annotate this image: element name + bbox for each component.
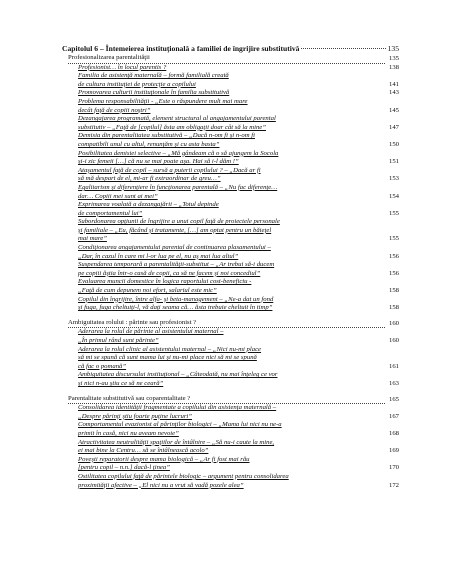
entry-line-text: „Faţă de cum depunem noi efort, salariul este mic”: [78, 287, 217, 295]
entry-line-text: Exprimarea voalată a dezangajării – „Totul depinde: [78, 201, 219, 209]
section-title-row: [68, 319, 399, 329]
entry-line: [78, 244, 385, 253]
entry-title: [78, 328, 385, 345]
entry-line-text: Poveşti reparatorii despre mama biologică – „Ar fi fost mai rău: [78, 455, 250, 463]
entry-title: [78, 132, 385, 149]
entry-title: [78, 64, 385, 73]
toc-entry: [68, 296, 399, 313]
section-title: Parentalitate substitutivă sau coparentalitate ?: [68, 395, 385, 405]
toc-entry: [68, 473, 399, 490]
section-page: 160: [388, 319, 399, 327]
toc-entry: [68, 201, 399, 218]
entry-line: [78, 482, 385, 491]
entry-title: [78, 261, 385, 278]
entry-line: [78, 218, 385, 227]
entry-title: [78, 167, 385, 184]
entry-line: [78, 278, 385, 287]
entry-page: 155: [388, 209, 399, 217]
entry-line-text: decât faţă de copiii noştri”: [78, 106, 151, 114]
entry-line-text: Problema responsabilităţii - „Este o răspundere mult mai mare: [78, 97, 248, 105]
entry-page: 163: [388, 379, 399, 387]
entry-line-text: Consolidarea identităţii fragmentate a copilului din asistenţa maternală –: [78, 404, 277, 412]
toc-entry: [68, 456, 399, 473]
entry-title: [78, 371, 385, 388]
entry-line-text: Promovarea culturii instituţionale în familia substitutivă: [78, 89, 230, 97]
entry-line: [78, 430, 385, 439]
toc-section: [68, 395, 399, 491]
entry-line-text: compatibili unul cu altul, renunţăm şi cu asta basta”: [78, 140, 220, 148]
entry-page: 151: [388, 158, 399, 166]
entry-line: [78, 210, 385, 219]
entry-line-text: Aderarea la rolul clinic al asistentului maternal – „Nici nu-mi place: [78, 345, 262, 353]
entry-line: [78, 304, 385, 313]
entry-line: [78, 473, 385, 482]
entry-line-text: primit în casă, nici nu aveam nevoie”: [78, 429, 179, 437]
entry-line-text: Familia de asistenţă maternală – formă familială creată: [78, 72, 229, 80]
section-title: Profesionalizarea parentalităţii: [68, 54, 385, 64]
entry-line: [78, 421, 385, 430]
entry-line-text: Demisia din parentalitatea substitutivă – „Dacă n-om fi şi n-om fi: [78, 132, 255, 140]
entry-line: [78, 354, 385, 363]
section-page: 165: [388, 395, 399, 403]
entry-page: 160: [388, 337, 399, 344]
toc-section: [68, 54, 399, 313]
entry-title: [78, 150, 385, 167]
entry-line-text: Copilul din îngrijire, între alfa- şi beta-management – „Ne-a dat un fond: [78, 295, 274, 303]
entry-line: [78, 124, 385, 133]
entry-line: [78, 363, 385, 372]
entry-line-text: pe copiii ăştia într-o casă de copii, ca să ne facem şi noi concediul”: [78, 269, 261, 277]
entry-line-text: Profesionist… în locul parentis ?: [78, 63, 167, 71]
toc-entry: [68, 115, 399, 132]
toc-entry: [68, 244, 399, 261]
entry-line-text: „În primul rând sunt părinte”: [78, 337, 159, 344]
entry-line: [78, 72, 385, 81]
entry-page: 168: [388, 429, 399, 437]
entry-line: [78, 287, 385, 296]
entry-title: [78, 346, 385, 372]
entry-line: [78, 346, 385, 355]
entry-line: [78, 371, 385, 380]
entry-line-text: Ostilitatea copilului faţă de părintele biologic – argument pentru consolidarea: [78, 472, 289, 480]
entry-line-text: să mi se spună că sunt mama lui şi nu-mi place nici să mi se spună: [78, 354, 257, 362]
entry-line-text: Dezangajarea programată, element structural al angajamentului parental: [78, 115, 276, 123]
entry-line-text: şi-i zic femeii […] că nu se mai poate aşa. Hai să i-l dăm !”: [78, 158, 239, 166]
entry-line-text: că fac o pomană”: [78, 362, 127, 370]
entry-line: [78, 380, 385, 389]
toc-entry: [68, 439, 399, 456]
toc-entry: [68, 278, 399, 295]
toc-entry: [68, 404, 399, 421]
entry-title: [78, 244, 385, 261]
entry-line: [78, 456, 385, 465]
chapter-page: 135: [387, 44, 399, 53]
entry-page: 143: [388, 89, 399, 97]
toc-entry: [68, 72, 399, 89]
entry-line-text: Ambiguitatea discursului instituţional – „Câteodată, nu mai înţeleg ce vor: [78, 371, 278, 379]
entry-line: [78, 337, 385, 346]
entry-line: [78, 158, 385, 167]
entry-page: 145: [388, 106, 399, 114]
toc-section: [68, 319, 399, 389]
entry-line: [78, 81, 385, 90]
entry-line: [78, 227, 385, 236]
entry-line-text: ei mai bine la Centru… să se întâlnească acolo”: [78, 447, 209, 455]
entry-line-text: „Despre părinţi ştiu foarte puţine lucruri”: [78, 412, 193, 420]
entry-page: 161: [388, 362, 399, 370]
entry-line: [78, 132, 385, 141]
entry-line: [78, 201, 385, 210]
entry-line-text: de comportamentul lui”: [78, 209, 143, 217]
entry-line: [78, 98, 385, 107]
entry-page: 172: [388, 481, 399, 489]
entry-page: 138: [388, 63, 399, 71]
toc-entry: [68, 150, 399, 167]
entry-line: [78, 253, 385, 262]
entry-title: [78, 421, 385, 438]
entry-line: [78, 64, 385, 73]
entry-title: [78, 201, 385, 218]
entry-title: [78, 89, 385, 98]
entry-line-text: mai mare”: [78, 235, 107, 243]
entry-title: [78, 404, 385, 421]
entry-line: [78, 184, 385, 193]
entry-line-text: [pentru copil – n.n.] dacă-l ţinea”: [78, 464, 170, 472]
entry-page: 147: [388, 123, 399, 131]
entry-page: 141: [388, 80, 399, 88]
entry-line-text: Suspendarea temporară a parentalităţii-substitut – „Ar trebui să-i ducem: [78, 261, 275, 269]
entry-page: 156: [388, 252, 399, 260]
entry-line: [78, 167, 385, 176]
entry-line: [78, 270, 385, 279]
entry-line: [78, 175, 385, 184]
toc-entry: [68, 371, 399, 388]
entry-line-text: Ataşamentul faţă de copil – sursă a puterii copilului ? – „Dacă ar fi: [78, 166, 261, 174]
entry-page: 150: [388, 140, 399, 148]
entry-page: 169: [388, 447, 399, 455]
entry-line-text: Atractivitatea neutralităţii spaţiilor de întâlnire – „Să nu-i caute la mine,: [78, 438, 275, 446]
entry-title: [78, 115, 385, 132]
entry-page: 156: [388, 269, 399, 277]
toc-entry: [68, 89, 399, 98]
toc-entry: [68, 261, 399, 278]
toc-entry: [68, 184, 399, 201]
chapter-title: Capitolul 6 – Întemeierea instituţională a familiei de îngrijire substitutivă: [62, 44, 300, 53]
toc-entry: [68, 167, 399, 184]
entry-title: [78, 456, 385, 473]
toc-entry: [68, 64, 399, 73]
entry-line-text: de cultura instituţiei de protecţie a copilului: [78, 80, 196, 88]
entry-line-text: Egalitarism şi diferenţiere în funcţionarea parentală – „Nu fac diferenţe…: [78, 183, 278, 191]
toc-entry: [68, 132, 399, 149]
entry-line: [78, 328, 385, 337]
entry-line: [78, 150, 385, 159]
entry-title: [78, 296, 385, 313]
entry-line-text: şi nici n-au ştiu ce să ne ceară”: [78, 379, 164, 387]
entry-title: [78, 98, 385, 115]
entry-line: [78, 107, 385, 116]
entry-page: 158: [388, 287, 399, 295]
entry-line: [78, 261, 385, 270]
entry-title: [78, 278, 385, 295]
toc-sections: [62, 54, 399, 490]
entry-line: [78, 404, 385, 413]
section-title-row: [68, 395, 399, 405]
entry-line-text: şi fuga, fuga cheltuiţi-l, vă daţi seama că… ăsta trebuie cheltuit în timp”: [78, 304, 273, 312]
entry-page: 158: [388, 304, 399, 312]
entry-line-text: Aderarea la rolul de părinte al asistentului maternal –: [78, 328, 224, 336]
toc-entry: [68, 346, 399, 372]
entry-line-text: proximităţii afective – „El nici nu a vrut să vadă pozele alea”: [78, 481, 244, 489]
entry-page: 153: [388, 175, 399, 183]
entry-line-text: şi familiale – „Eu, făcând şi tratamente, […] am optat pentru un băieţel: [78, 226, 272, 234]
entry-line-text: Posibilitatea demisiei selective – „Mă gândeam că o să ajungem la Socola: [78, 149, 279, 157]
section-title: Ambiguitatea rolului : părinte sau profesionist ?: [68, 319, 385, 329]
entry-line-text: Subordonarea opţiunii de îngrijire a unui copil faţă de proiectele personale: [78, 218, 280, 226]
entry-line: [78, 89, 385, 98]
entry-title: [78, 72, 385, 89]
entry-line: [78, 296, 385, 305]
entry-line-text: Evaluarea muncii domestice în logica raportului cost-beneficiu -: [78, 278, 252, 286]
entry-page: 154: [388, 192, 399, 200]
entry-line-text: substitutiv – „Faţă de [copilul] ăsta am obligaţii doar cât să la mine”: [78, 123, 266, 131]
entry-page: 167: [388, 412, 399, 420]
entry-page: 170: [388, 464, 399, 472]
chapter-heading: [62, 44, 399, 53]
leader-dots: [301, 48, 385, 49]
entry-line: [78, 464, 385, 473]
entry-line-text: „Dar, în cazul în care mi l-or lua pe el, nu aş mai lua altul”: [78, 252, 239, 260]
entry-line-text: să mă despart de el, mi-ar fi extraordinar de greu…”: [78, 175, 221, 183]
entry-line-text: Comportamentul evazionist al părinţilor biologici – „Mama lui nici nu ne-a: [78, 421, 282, 429]
entry-line-text: Condiţionarea angajamentului parental de continuarea plasamentului –: [78, 244, 271, 252]
entry-title: [78, 218, 385, 244]
entry-title: [78, 184, 385, 201]
toc-entry: [68, 218, 399, 244]
entry-line-text: dar… Copiii mei sunt ai mei”: [78, 192, 158, 200]
entry-line: [78, 413, 385, 422]
section-page: 135: [388, 55, 399, 62]
entry-title: [78, 473, 385, 490]
entry-line: [78, 141, 385, 150]
toc-entry: [68, 328, 399, 345]
entry-line: [78, 439, 385, 448]
entry-line: [78, 235, 385, 244]
toc-entry: [68, 421, 399, 438]
section-title-row: [68, 54, 399, 64]
entry-line: [78, 193, 385, 202]
entry-line: [78, 115, 385, 124]
toc-entry: [68, 98, 399, 115]
entry-title: [78, 439, 385, 456]
entry-line: [78, 447, 385, 456]
entry-page: 155: [388, 235, 399, 243]
